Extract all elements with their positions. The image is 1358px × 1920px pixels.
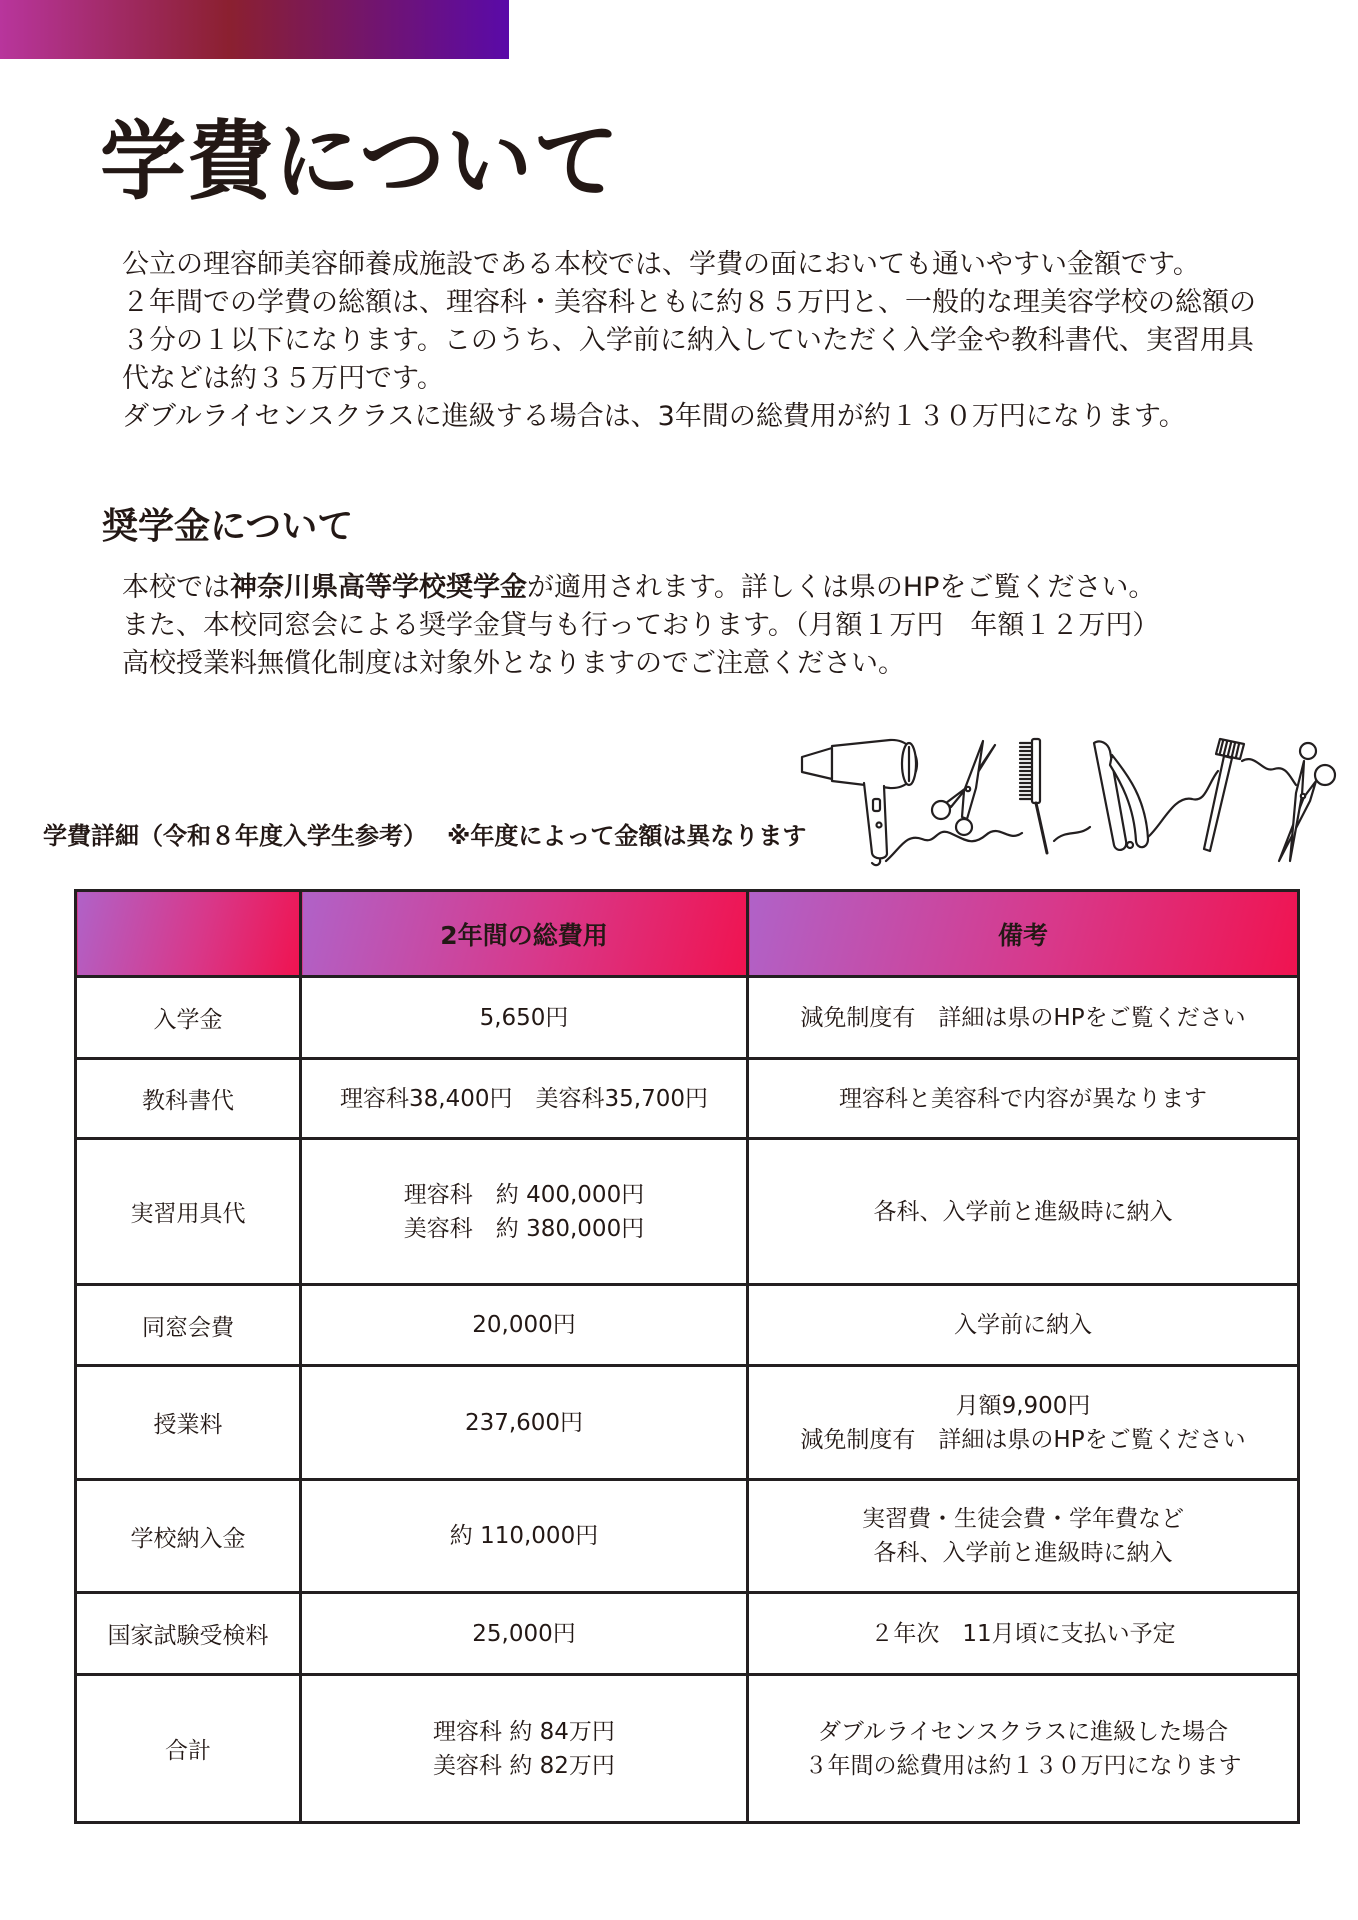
- fee-detail-note: ※年度によって金額は異なります: [447, 822, 807, 850]
- intro-paragraph: [122, 246, 1342, 436]
- table-row: [76, 1480, 1299, 1593]
- table-row: [76, 977, 1299, 1059]
- item-cell: 実習用具代: [76, 1139, 301, 1285]
- note-line: 実習費・生徒会費・学年費など: [862, 1506, 1184, 1532]
- note-cell: [748, 1366, 1299, 1480]
- cost-cell: [301, 1366, 748, 1480]
- scholarship-line: また、本校同窓会による奨学金貸与も行っております。（月額１万円 年額１２万円）: [122, 610, 1160, 641]
- cost-line: 237,600円: [464, 1409, 584, 1436]
- cost-line: 25,000円: [472, 1620, 576, 1647]
- flat-iron-icon: [1094, 741, 1148, 850]
- item-cell: 入学金: [76, 977, 301, 1059]
- tint-brush-icon: [1204, 739, 1244, 851]
- header-cost-cell: 2年間の総費用: [301, 891, 748, 977]
- scissors-icon: [1279, 743, 1335, 861]
- scholarship-heading: 奨学金について: [102, 506, 354, 547]
- item-cell: 教科書代: [76, 1059, 301, 1139]
- item-cell: 学校納入金: [76, 1480, 301, 1593]
- note-line: 各科、入学前と進級時に納入: [873, 1540, 1173, 1566]
- intro-line: ２年間での学費の総額は、理容科・美容科ともに約８５万円と、一般的な理美容学校の総額の: [122, 287, 1256, 318]
- table-row: [76, 1139, 1299, 1285]
- cost-cell: [301, 977, 748, 1059]
- scholarship-name: 神奈川県高等学校奨学金: [230, 572, 527, 603]
- fee-table: [74, 889, 1300, 1824]
- item-cell: 合計: [76, 1675, 301, 1823]
- cost-line: 美容科 約 82万円: [433, 1752, 615, 1779]
- note-line: 入学前に納入: [954, 1312, 1092, 1338]
- note-cell: [748, 1593, 1299, 1675]
- scholarship-line: [122, 569, 1342, 607]
- note-line: ダブルライセンスクラスに進級した場合: [817, 1718, 1229, 1745]
- cost-line: 約 110,000円: [449, 1523, 599, 1549]
- fee-detail-caption: [43, 821, 806, 851]
- accent-bar: [0, 0, 509, 59]
- note-cell: [748, 1480, 1299, 1593]
- hair-strand-line: [1242, 759, 1296, 785]
- hair-strand-line: [1148, 771, 1218, 837]
- cost-cell: [301, 1675, 748, 1823]
- note-line: 減免制度有 詳細は県のHPをご覧ください: [800, 1004, 1246, 1031]
- cost-line: 理容科 約 400,000円: [403, 1181, 645, 1208]
- cost-cell: [301, 1480, 748, 1593]
- note-cell: [748, 1285, 1299, 1366]
- note-line: ３年間の総費用は約１３０万円になります: [804, 1752, 1242, 1779]
- cost-cell: [301, 1059, 748, 1139]
- fee-detail-title: 学費詳細（令和８年度入学生参考）: [43, 822, 427, 850]
- note-line: 月額9,900円: [955, 1392, 1091, 1419]
- note-cell: [748, 1139, 1299, 1285]
- scholarship-line: 高校授業料無償化制度は対象外となりますのでご注意ください。: [122, 648, 905, 679]
- scholarship-line-suffix: が適用されます。詳しくは県のHPをご覧ください。: [527, 572, 1156, 603]
- cost-cell: [301, 1285, 748, 1366]
- intro-line: ダブルライセンスクラスに進級する場合は、3年間の総費用が約１３０万円になります。: [122, 401, 1186, 432]
- cost-line: 美容科 約 380,000円: [403, 1215, 645, 1242]
- cost-cell: [301, 1139, 748, 1285]
- table-row-total: [76, 1675, 1299, 1823]
- cost-line: 5,650円: [479, 1004, 569, 1031]
- note-cell: [748, 1675, 1299, 1823]
- table-header-row: [76, 891, 1299, 977]
- intro-line: 代などは約３５万円です。: [122, 363, 444, 394]
- note-cell: [748, 1059, 1299, 1139]
- hair-strand-line: [1054, 827, 1090, 841]
- tail-comb-icon: [1020, 739, 1047, 853]
- cost-line: 理容科 約 84万円: [433, 1718, 615, 1745]
- item-cell: 同窓会費: [76, 1285, 301, 1366]
- note-line: 減免制度有 詳細は県のHPをご覧ください: [800, 1426, 1246, 1453]
- page-title: 学費について: [100, 112, 621, 212]
- table-row: [76, 1593, 1299, 1675]
- note-cell: [748, 977, 1299, 1059]
- scholarship-paragraph: [122, 569, 1342, 683]
- hair-strand-line: [886, 831, 1022, 861]
- intro-line: 公立の理容師美容師養成施設である本校では、学費の面においても通いやすい金額です。: [122, 249, 1200, 280]
- scissors-icon: [932, 741, 995, 835]
- scholarship-line-prefix: 本校では: [122, 572, 230, 603]
- header-note-cell: 備考: [748, 891, 1299, 977]
- cost-line: 理容科38,400円 美容科35,700円: [340, 1085, 708, 1112]
- hair-tools-illustration: [796, 733, 1346, 868]
- note-line: 理容科と美容科で内容が異なります: [839, 1085, 1207, 1112]
- cost-line: 20,000円: [472, 1312, 576, 1338]
- header-item-cell: [76, 891, 301, 977]
- intro-line: ３分の１以下になります。このうち、入学前に納入していただく入学金や教科書代、実習用具: [122, 325, 1254, 356]
- table-row: [76, 1059, 1299, 1139]
- table-row: [76, 1366, 1299, 1480]
- item-cell: 国家試験受検料: [76, 1593, 301, 1675]
- note-line: 各科、入学前と進級時に納入: [873, 1198, 1173, 1225]
- cost-cell: [301, 1593, 748, 1675]
- note-line: ２年次 11月頃に支払い予定: [870, 1620, 1176, 1647]
- table-row: [76, 1285, 1299, 1366]
- item-cell: 授業料: [76, 1366, 301, 1480]
